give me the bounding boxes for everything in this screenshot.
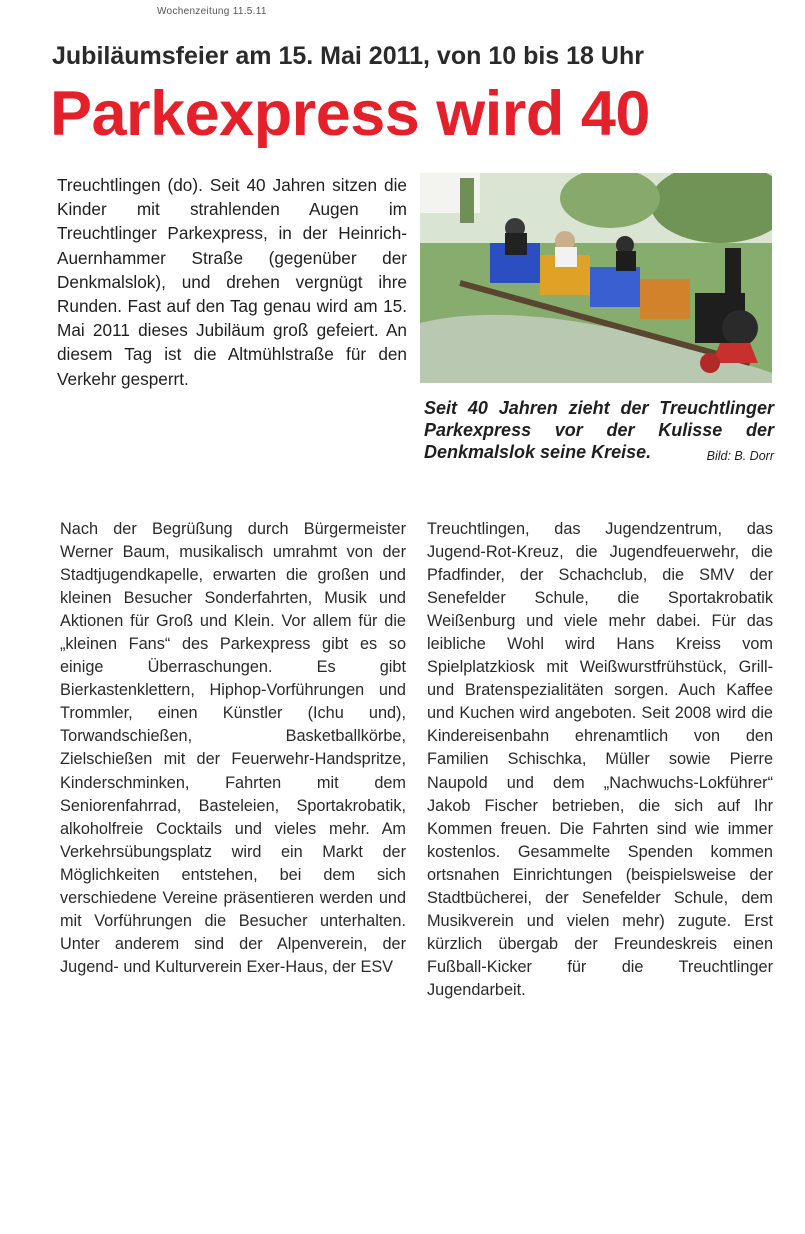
source-note: Wochenzeitung 11.5.11 <box>157 6 267 17</box>
body-column-right: Treuchtlingen, das Jugendzentrum, das Jugend-Rot-Kreuz, die Jugendfeuerwehr, die Pfadfinder, der Schachclub, die SMV der Senefelder Schule, die Sportakrobatik Weißenburg und viele mehr dabei. Für das leibliche Wohl wird Hans Kreiss vom Spielplatzkiosk mit Weißwurstfrühstück, Grill- und Bratenspezialitäten sorgen. Auch Kaffee und Kuchen wird angeboten. Seit 2008 wird die Kindereisenbahn ehrenamtlich von den Familien Schischka, Müller sowie Pierre Naupold und dem „Nachwuchs-Lokführer“ Jakob Fischer betrieben, die sich auf Ihr Kommen freuen. Die Fahrten sind wie immer kostenlos. Gesammelte Spenden kommen ortsnahen Einrichtungen (beispielsweise der Stadtbücherei, der Senefelder Schule, dem Musikverein und vielen mehr) zugute. Erst kürzlich übergab der Freundeskreis einen Fußball-Kicker für die Treuchtlinger Jugendarbeit. <box>427 520 773 999</box>
caption-text: Seit 40 Jahren zieht der Treuchtlinger Parkexpress vor der Kulisse der Denkmalslok seine Kreise. <box>424 398 774 462</box>
body-column-left: Nach der Begrüßung durch Bürgermeister Werner Baum, musikalisch umrahmt von der Stadtjugendkapelle, erwarten die großen und kleinen Besucher Sonderfahrten, Musik und Aktionen für Groß und Klein. Vor allem für die „kleinen Fans“ des Parkexpress gibt es so einige Überraschungen. Es gibt Bierkastenklettern, Hiphop-Vorführungen und Trommler, einen Künstler (Ichu und), Torwandschießen, Basketballkörbe, Zielschießen mit der Feuerwehr-Handspritze, Kinderschminken, Fahrten mit dem Seniorenfahrrad, Basteleien, Sportakrobatik, alkoholfreie Cocktails und vieles mehr. Am Verkehrsübungsplatz wird ein Markt der Möglichkeiten entstehen, bei dem sich verschiedene Vereine präsentieren werden und mit Vorführungen die Besucher unterhalten. Unter anderem sind der Alpenverein, der Jugend- und Kulturverein Exer-Haus, der ESV <box>60 520 406 976</box>
photo-credit: Bild: B. Dorr <box>706 449 774 463</box>
train-photo-illustration <box>420 173 772 383</box>
photo-caption <box>424 397 774 467</box>
kicker-line: Jubiläumsfeier am 15. Mai 2011, von 10 bis 18 Uhr <box>52 42 644 70</box>
headline: Parkexpress wird 40 <box>50 79 650 149</box>
train-photo <box>420 173 772 383</box>
lead-paragraph: Treuchtlingen (do). Seit 40 Jahren sitzen die Kinder mit strahlenden Augen im Treuchtlinger Parkexpress, in der Heinrich-Auernhammer Straße (gegenüber der Denkmalslok), und drehen vergnügt ihre Runden. Fast auf den Tag genau wird am 15. Mai 2011 dieses Jubiläum groß gefeiert. An diesem Tag ist die Altmühlstraße für den Verkehr gesperrt. <box>57 175 407 389</box>
